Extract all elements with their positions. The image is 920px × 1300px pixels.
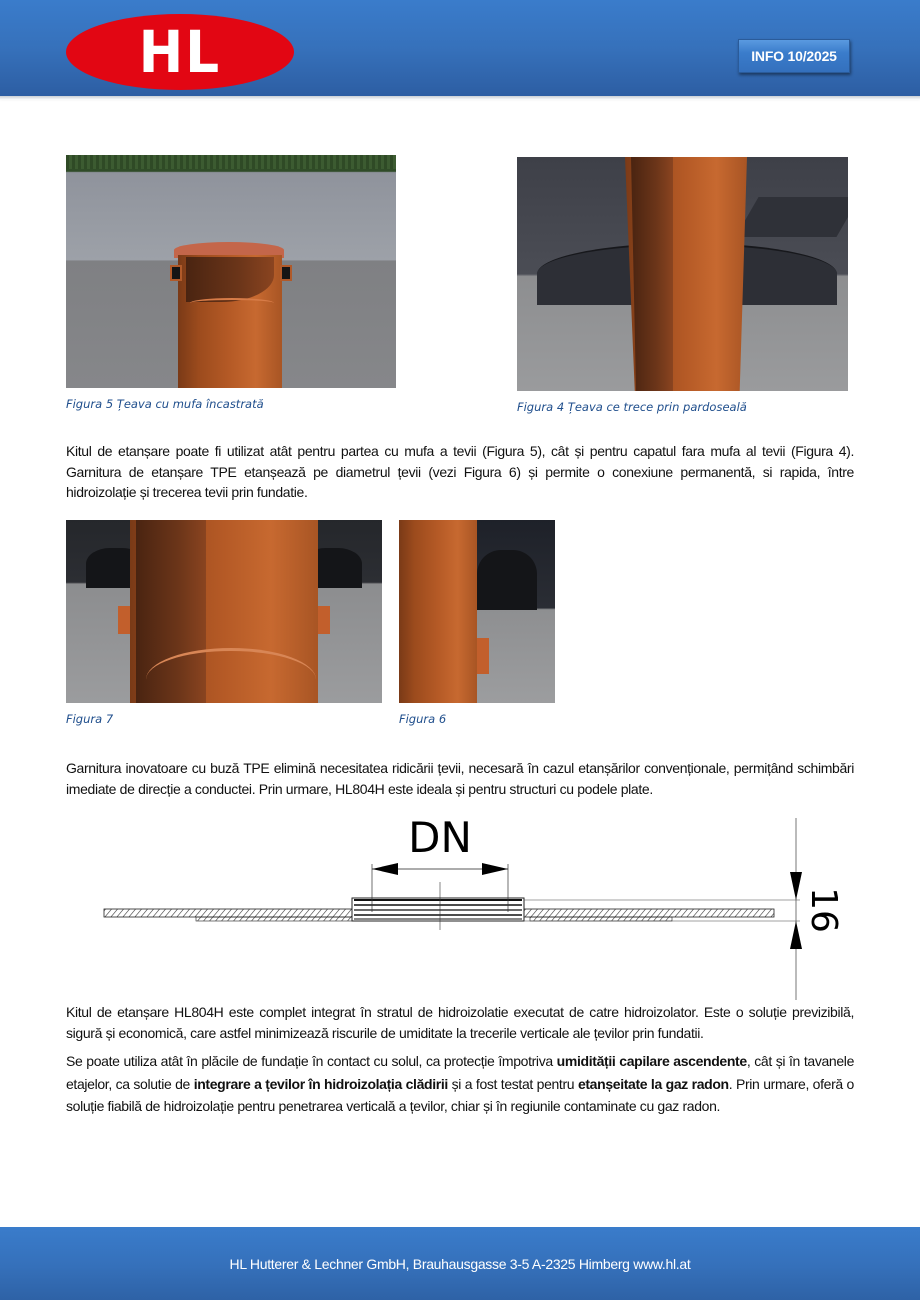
page-header xyxy=(0,0,920,96)
pipe-shadow-side xyxy=(631,157,673,391)
figure-4-caption: Figura 4 Țeava ce trece prin pardoseală xyxy=(517,400,747,414)
socket-left xyxy=(118,606,130,634)
paragraph-3: Kitul de etanșare HL804H este complet integrat în stratul de hidroizolatie executat de catre hidroizolator. Este o soluție previzibilă, sigură și economică, care astfel minimizează riscurile de umiditate la trecerile verticale ale țevilor prin fundatii. xyxy=(66,1004,854,1041)
bold-run: umidității capilare ascendente xyxy=(556,1053,747,1069)
info-badge: INFO 10/2025 xyxy=(738,39,850,73)
figure-6-image xyxy=(399,520,555,703)
footer-address: HL Hutterer & Lechner GmbH, Brauhausgasse 3-5 A-2325 Himberg www.hl.at xyxy=(229,1255,691,1272)
socket xyxy=(475,638,489,674)
bold-run: integrare a țevilor în hidroizolația clădirii xyxy=(193,1075,448,1092)
seal-right xyxy=(280,265,292,281)
pipe-end-rim xyxy=(146,648,316,703)
technical-drawing xyxy=(100,812,860,1002)
text-run: și a fost testat pentru xyxy=(447,1075,578,1092)
figure-7-image xyxy=(66,520,382,703)
page-footer xyxy=(0,1227,920,1300)
pipe-end-rim xyxy=(190,298,274,308)
dn-label: DN xyxy=(408,813,472,862)
seal-left xyxy=(170,265,182,281)
bold-run: etanșeitate la gaz radon xyxy=(577,1075,729,1092)
floor-shadow xyxy=(735,197,848,237)
hl-logo xyxy=(66,14,294,90)
paragraph-2: Garnitura inovatoare cu buză TPE elimină necesitatea ridicării țevii, necesară în cazul etanșărilor convenționale, permițând schimbări imediate de direcție a conductei. Prin urmare, HL804H este ideala și pentru structuri cu podele plate. xyxy=(66,760,854,797)
hedge-strip xyxy=(66,155,396,169)
logo-text: HL xyxy=(138,18,222,86)
figure-7-caption: Figura 7 xyxy=(66,712,114,726)
paragraph-1: Kitul de etanșare poate fi utilizat atât pentru partea cu mufa a tevii (Figura 5), cât și pentru capatul fara mufa al tevii (Figura 4). Garnitura de etanșare TPE etanșează pe diametrul țevii (vezi Figura 6) și permite o conexiune permanentă, si rapida, între hidroizolație și trecerea tevii prin fundatie. xyxy=(66,443,854,500)
figure-5-image xyxy=(66,155,396,388)
figure-5-caption: Figura 5 Țeava cu mufa încastrată xyxy=(66,397,264,411)
paragraph-4 xyxy=(66,1050,854,1118)
socket-right xyxy=(318,606,330,634)
pipe xyxy=(399,520,477,703)
text-run: . Prin urmare, oferă o soluție fiabilă de hidroizolație pentru penetrarea verticală a țevilor, chiar și în regiunile contaminate cu gaz radon. xyxy=(66,1075,854,1114)
text-run: Se poate utiliza atât în plăcile de fundație în contact cu solul, ca protecție împotriva xyxy=(66,1053,557,1069)
figure-6-caption: Figura 6 xyxy=(399,712,447,726)
header-shadow xyxy=(0,96,920,100)
text-run: , cât și în tavanele etajelor, ca solutie de xyxy=(66,1053,855,1092)
figure-4-image xyxy=(517,157,848,391)
seal-lip xyxy=(477,550,537,610)
height-label: 16 xyxy=(803,887,844,933)
